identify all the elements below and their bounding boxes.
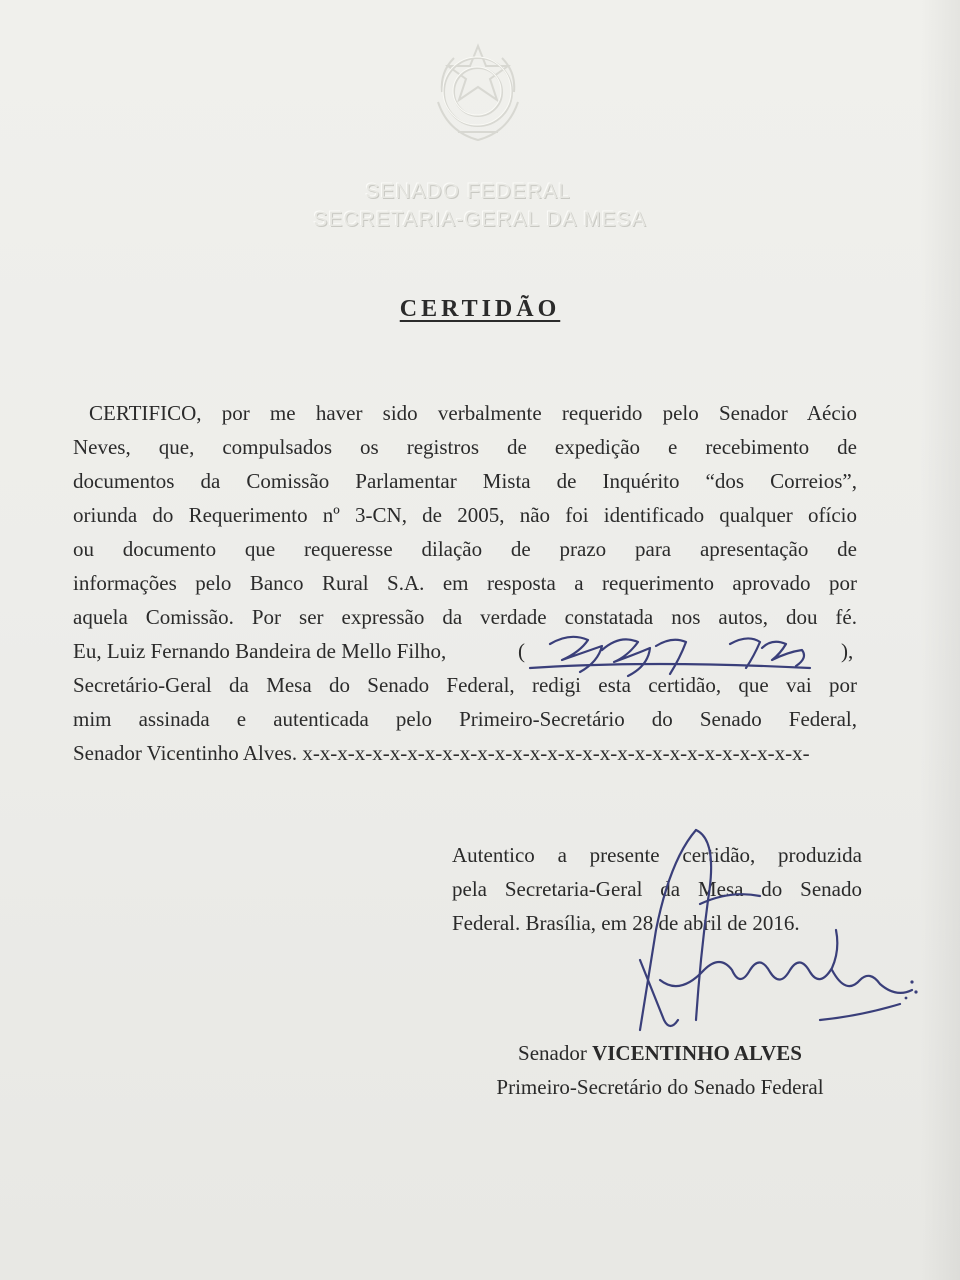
signer-role: Primeiro-Secretário do Senado Federal xyxy=(496,1075,824,1099)
signer-prefix: Senador xyxy=(518,1041,587,1065)
document-title xyxy=(0,296,960,323)
secretary-signature xyxy=(510,622,855,682)
signature-paren-close: ), xyxy=(841,639,854,663)
body-line: ou documento que requeresse dilação de prazo para apresentação de xyxy=(73,537,857,561)
body-line: CERTIFICO, por me haver sido verbalmente requerido pelo Senador Aécio xyxy=(89,401,857,425)
signature-paren-open: ( xyxy=(518,639,525,663)
document-title-text: CERTIDÃO xyxy=(399,296,561,322)
authentication-line: Federal. Brasília, em 28 de abril de 2016. xyxy=(452,911,800,935)
signer-name-line xyxy=(460,1036,860,1070)
body-line: mim assinada e autenticada pelo Primeiro-Secretário do Senado Federal, xyxy=(73,707,857,731)
brazil-coat-of-arms-icon xyxy=(418,32,538,152)
authentication-line: pela Secretaria-Geral da Mesa do Senado xyxy=(452,877,862,901)
body-line: informações pelo Banco Rural S.A. em resposta a requerimento aprovado por xyxy=(73,571,857,595)
body-line: Neves, que, compulsados os registros de expedição e recebimento de xyxy=(73,435,857,459)
body-line: aquela Comissão. Por ser expressão da verdade constatada nos autos, dou fé. xyxy=(73,605,857,629)
signer-block xyxy=(460,1036,860,1104)
body-line: documentos da Comissão Parlamentar Mista de Inquérito “dos Correios”, xyxy=(73,469,857,493)
body-line: Secretário-Geral da Mesa do Senado Federal, redigi esta certidão, que vai por xyxy=(73,673,857,697)
body-line: Senador Vicentinho Alves. x-x-x-x-x-x-x-x-x-x-x-x-x-x-x-x-x-x-x-x-x-x-x-x-x-x-x-x-x- xyxy=(73,741,810,765)
authentication-line: Autentico a presente certidão, produzida xyxy=(452,843,862,867)
body-line: Eu, Luiz Fernando Bandeira de Mello Filho, xyxy=(73,639,447,663)
header-senado-federal: SENADO FEDERAL xyxy=(365,180,571,203)
header-secretaria-geral: SECRETARIA-GERAL DA MESA xyxy=(313,208,647,231)
signer-name: VICENTINHO ALVES xyxy=(592,1041,802,1065)
first-secretary-signature xyxy=(600,820,930,1060)
certificate-body xyxy=(73,396,857,770)
body-line: oriunda do Requerimento nº 3-CN, de 2005, não foi identificado qualquer ofício xyxy=(73,503,857,527)
